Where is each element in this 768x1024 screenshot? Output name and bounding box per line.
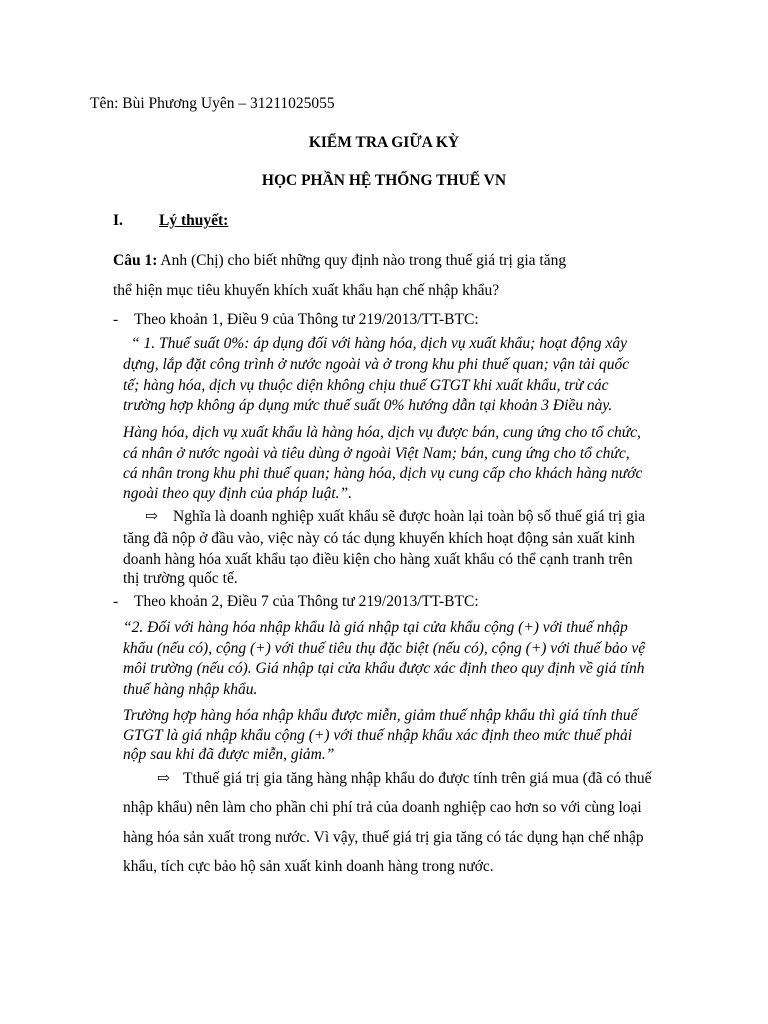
question-text-2: thể hiện mục tiêu khuyến khích xuất khẩu hạn chế nhập khẩu? xyxy=(113,282,500,299)
arrow-right-icon: ⇨ xyxy=(157,770,170,787)
item1-quote-line: cá nhân ở nước ngoài và tiêu dùng ở ngoài Việt Nam; bán, cung ứng cho tổ chức, xyxy=(123,445,630,462)
section-heading xyxy=(113,211,228,230)
item1-quote-line: Hàng hóa, dịch vụ xuất khẩu là hàng hóa, dịch vụ được bán, cung ứng cho tổ chức, xyxy=(123,424,641,441)
item1-quote-line: cá nhân trong khu phi thuế quan; hàng hóa, dịch vụ cung cấp cho khách hàng nước xyxy=(123,465,643,482)
item2-quote-line: GTGT là giá nhập khẩu cộng (+) với thuế nhập khẩu xác định theo mức thuế phải xyxy=(123,727,633,744)
item1-conclusion-line: Nghĩa là doanh nghiệp xuất khẩu sẽ được hoàn lại toàn bộ số thuế giá trị gia xyxy=(173,508,646,525)
question-line xyxy=(113,251,566,270)
item2-heading-text: Theo khoản 2, Điều 7 của Thông tư 219/2013/TT-BTC: xyxy=(134,593,479,610)
item2-conclusion-line: nhập khẩu) nên làm cho phần chi phí trả của doanh nghiệp cao hơn so với cùng loại xyxy=(123,799,642,816)
section-label: Lý thuyết: xyxy=(159,212,229,229)
item2-quote-line: “2. Đối với hàng hóa nhập khẩu là giá nhập tại cửa khẩu cộng (+) với thuế nhập xyxy=(123,619,628,636)
item1-conclusion-first xyxy=(123,507,645,526)
item2-conclusion-first xyxy=(123,769,652,788)
section-number: I. xyxy=(113,212,123,229)
item1-conclusion-line: tăng đã nộp ở đầu vào, việc này có tác dụng khuyến khích hoạt động sản xuất kinh xyxy=(123,530,635,547)
item1-quote-line: tế; hàng hóa, dịch vụ thuộc diện không chịu thuế GTGT khi xuất khẩu, trừ các xyxy=(123,377,609,394)
question-text-1: Anh (Chị) cho biết những quy định nào trong thuế giá trị gia tăng xyxy=(160,252,567,269)
item1-conclusion-line: doanh hàng hóa xuất khẩu tạo điều kiện cho hàng xuất khẩu có thể cạnh tranh trên xyxy=(123,551,633,568)
item2-bullet: - xyxy=(113,593,119,610)
item1-quote-line: dựng, lắp đặt công trình ở nước ngoài và ở trong khu phi thuế quan; vận tải quốc xyxy=(123,356,630,373)
item2-conclusion-line: Tthuế giá trị gia tăng hàng nhập khẩu do được tính trên giá mua (đã có thuế xyxy=(183,770,652,787)
item2-conclusion-line: hàng hóa sản xuất trong nước. Vì vậy, thuế giá trị gia tăng có tác dụng hạn chế nhập xyxy=(123,829,644,846)
item1-heading-text: Theo khoản 1, Điều 9 của Thông tư 219/2013/TT-BTC: xyxy=(134,311,479,328)
item1-quote-line: “ 1. Thuế suất 0%: áp dụng đối với hàng hóa, dịch vụ xuất khẩu; hoạt động xây xyxy=(131,335,628,352)
author-line: Tên: Bùi Phương Uyên – 31211025055 xyxy=(90,95,335,112)
item2-quote-line: khẩu (nếu có), cộng (+) với thuế tiêu thụ đặc biệt (nếu có), cộng (+) với thuế bảo vệ xyxy=(123,640,646,657)
item2-quote-line: Trường hợp hàng hóa nhập khẩu được miễn, giảm thuế nhập khẩu thì giá tính thuế xyxy=(123,707,638,724)
question-label: Câu 1: xyxy=(113,252,158,269)
item1-quote-line: trường hợp không áp dụng mức thuế suất 0% hướng dẫn tại khoản 3 Điều này. xyxy=(123,397,613,414)
item2-heading xyxy=(113,592,479,611)
arrow-right-icon: ⇨ xyxy=(145,508,158,525)
item2-quote-line: môi trường (nếu có). Giá nhập tại cửa khẩu được xác định theo quy định về giá tính xyxy=(123,660,645,677)
item1-quote-line: ngoài theo quy định của pháp luật.”. xyxy=(123,485,353,502)
item1-conclusion-line: thị trường quốc tế. xyxy=(123,570,238,587)
item2-quote-line: nộp sau khi đã được miễn, giảm.” xyxy=(123,746,335,763)
item1-heading xyxy=(113,310,479,329)
page-subtitle: HỌC PHẦN HỆ THỐNG THUẾ VN xyxy=(261,172,507,189)
item2-quote-line: thuế hàng nhập khẩu. xyxy=(123,681,258,698)
page-title: KIỂM TRA GIỮA KỲ xyxy=(308,134,460,151)
item1-bullet: - xyxy=(113,311,119,328)
item2-conclusion-line: khẩu, tích cực bảo hộ sản xuất kinh doanh hàng trong nước. xyxy=(123,858,494,875)
